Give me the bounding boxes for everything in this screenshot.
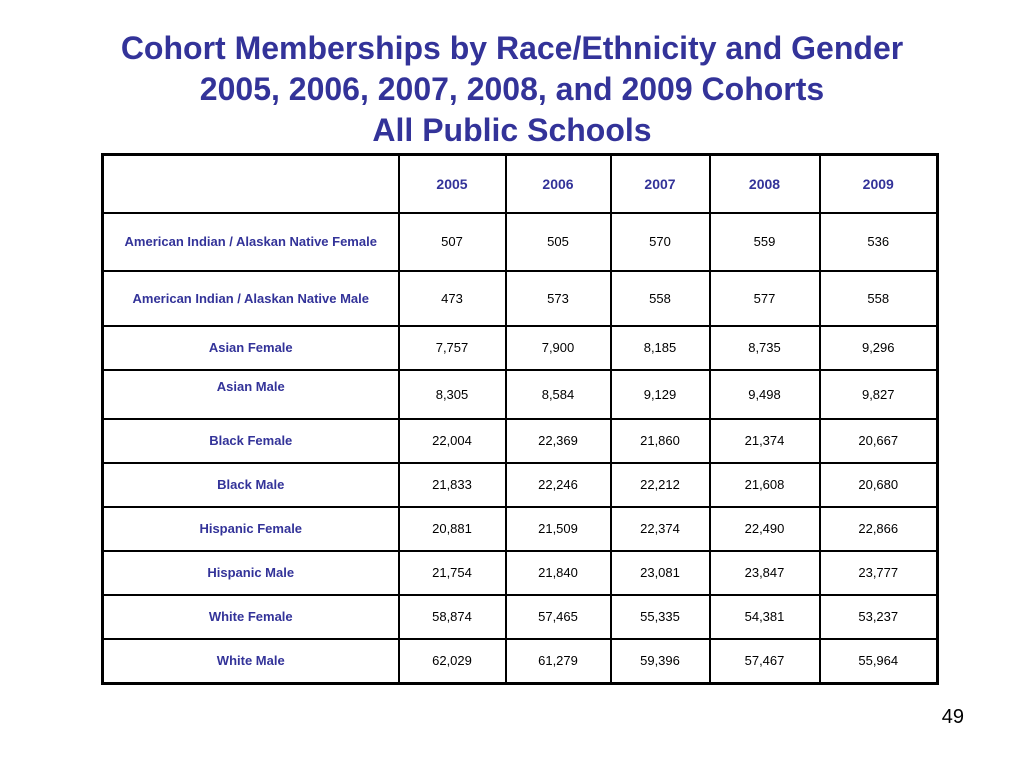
row-label: Hispanic Female [103,507,399,551]
table-cell: 55,964 [820,639,938,684]
row-label: White Male [103,639,399,684]
table-row [103,370,938,419]
table-row [103,271,938,326]
row-label: Hispanic Male [103,551,399,595]
table-cell: 559 [710,213,820,271]
table-cell: 21,608 [710,463,820,507]
table-cell: 23,847 [710,551,820,595]
table-cell: 8,305 [399,370,506,419]
table-cell: 8,735 [710,326,820,370]
row-label: American Indian / Alaskan Native Male [103,271,399,326]
table-cell: 8,584 [506,370,611,419]
table-cell: 22,490 [710,507,820,551]
table-cell: 21,509 [506,507,611,551]
table-cell: 9,129 [611,370,710,419]
year-header: 2005 [399,155,506,213]
row-label: Asian Female [103,326,399,370]
table-row [103,213,938,271]
table-cell: 9,827 [820,370,938,419]
table-cell: 505 [506,213,611,271]
table-cell: 20,667 [820,419,938,463]
table-cell: 53,237 [820,595,938,639]
table-cell: 21,754 [399,551,506,595]
table-row [103,507,938,551]
table-cell: 7,757 [399,326,506,370]
table-cell: 7,900 [506,326,611,370]
table-cell: 8,185 [611,326,710,370]
row-label: Asian Male [103,370,399,419]
table-row [103,551,938,595]
table-cell: 536 [820,213,938,271]
table-cell: 558 [611,271,710,326]
table-cell: 22,369 [506,419,611,463]
title-line-1: Cohort Memberships by Race/Ethnicity and Gender [120,30,904,66]
year-header: 2007 [611,155,710,213]
table-cell: 20,881 [399,507,506,551]
table-cell: 21,833 [399,463,506,507]
table-cell: 9,498 [710,370,820,419]
table-row [103,595,938,639]
table-cell: 22,866 [820,507,938,551]
table-cell: 570 [611,213,710,271]
row-label: Black Male [103,463,399,507]
table-row [103,419,938,463]
table-cell: 20,680 [820,463,938,507]
table-cell: 59,396 [611,639,710,684]
table-cell: 573 [506,271,611,326]
corner-cell [103,155,399,213]
slide-title [0,28,1024,151]
table-cell: 577 [710,271,820,326]
table-cell: 22,004 [399,419,506,463]
cohort-table [101,153,939,685]
table-cell: 23,081 [611,551,710,595]
year-header: 2006 [506,155,611,213]
table-cell: 23,777 [820,551,938,595]
table-cell: 58,874 [399,595,506,639]
table-cell: 54,381 [710,595,820,639]
row-label: White Female [103,595,399,639]
row-label: American Indian / Alaskan Native Female [103,213,399,271]
table-row [103,326,938,370]
year-header: 2009 [820,155,938,213]
table-cell: 61,279 [506,639,611,684]
table-cell: 21,860 [611,419,710,463]
title-line-3: All Public Schools [372,112,652,148]
table-cell: 507 [399,213,506,271]
table-cell: 22,246 [506,463,611,507]
page-number: 49 [941,706,964,728]
table-cell: 558 [820,271,938,326]
table-cell: 22,374 [611,507,710,551]
table-cell: 473 [399,271,506,326]
table-cell: 21,374 [710,419,820,463]
row-label: Black Female [103,419,399,463]
title-line-2: 2005, 2006, 2007, 2008, and 2009 Cohorts [199,71,825,107]
table-cell: 22,212 [611,463,710,507]
table-cell: 55,335 [611,595,710,639]
table-cell: 21,840 [506,551,611,595]
table-cell: 9,296 [820,326,938,370]
table-row [103,463,938,507]
table-row [103,639,938,684]
header-row [103,155,938,213]
table-cell: 57,467 [710,639,820,684]
table-cell: 57,465 [506,595,611,639]
table-cell: 62,029 [399,639,506,684]
year-header: 2008 [710,155,820,213]
